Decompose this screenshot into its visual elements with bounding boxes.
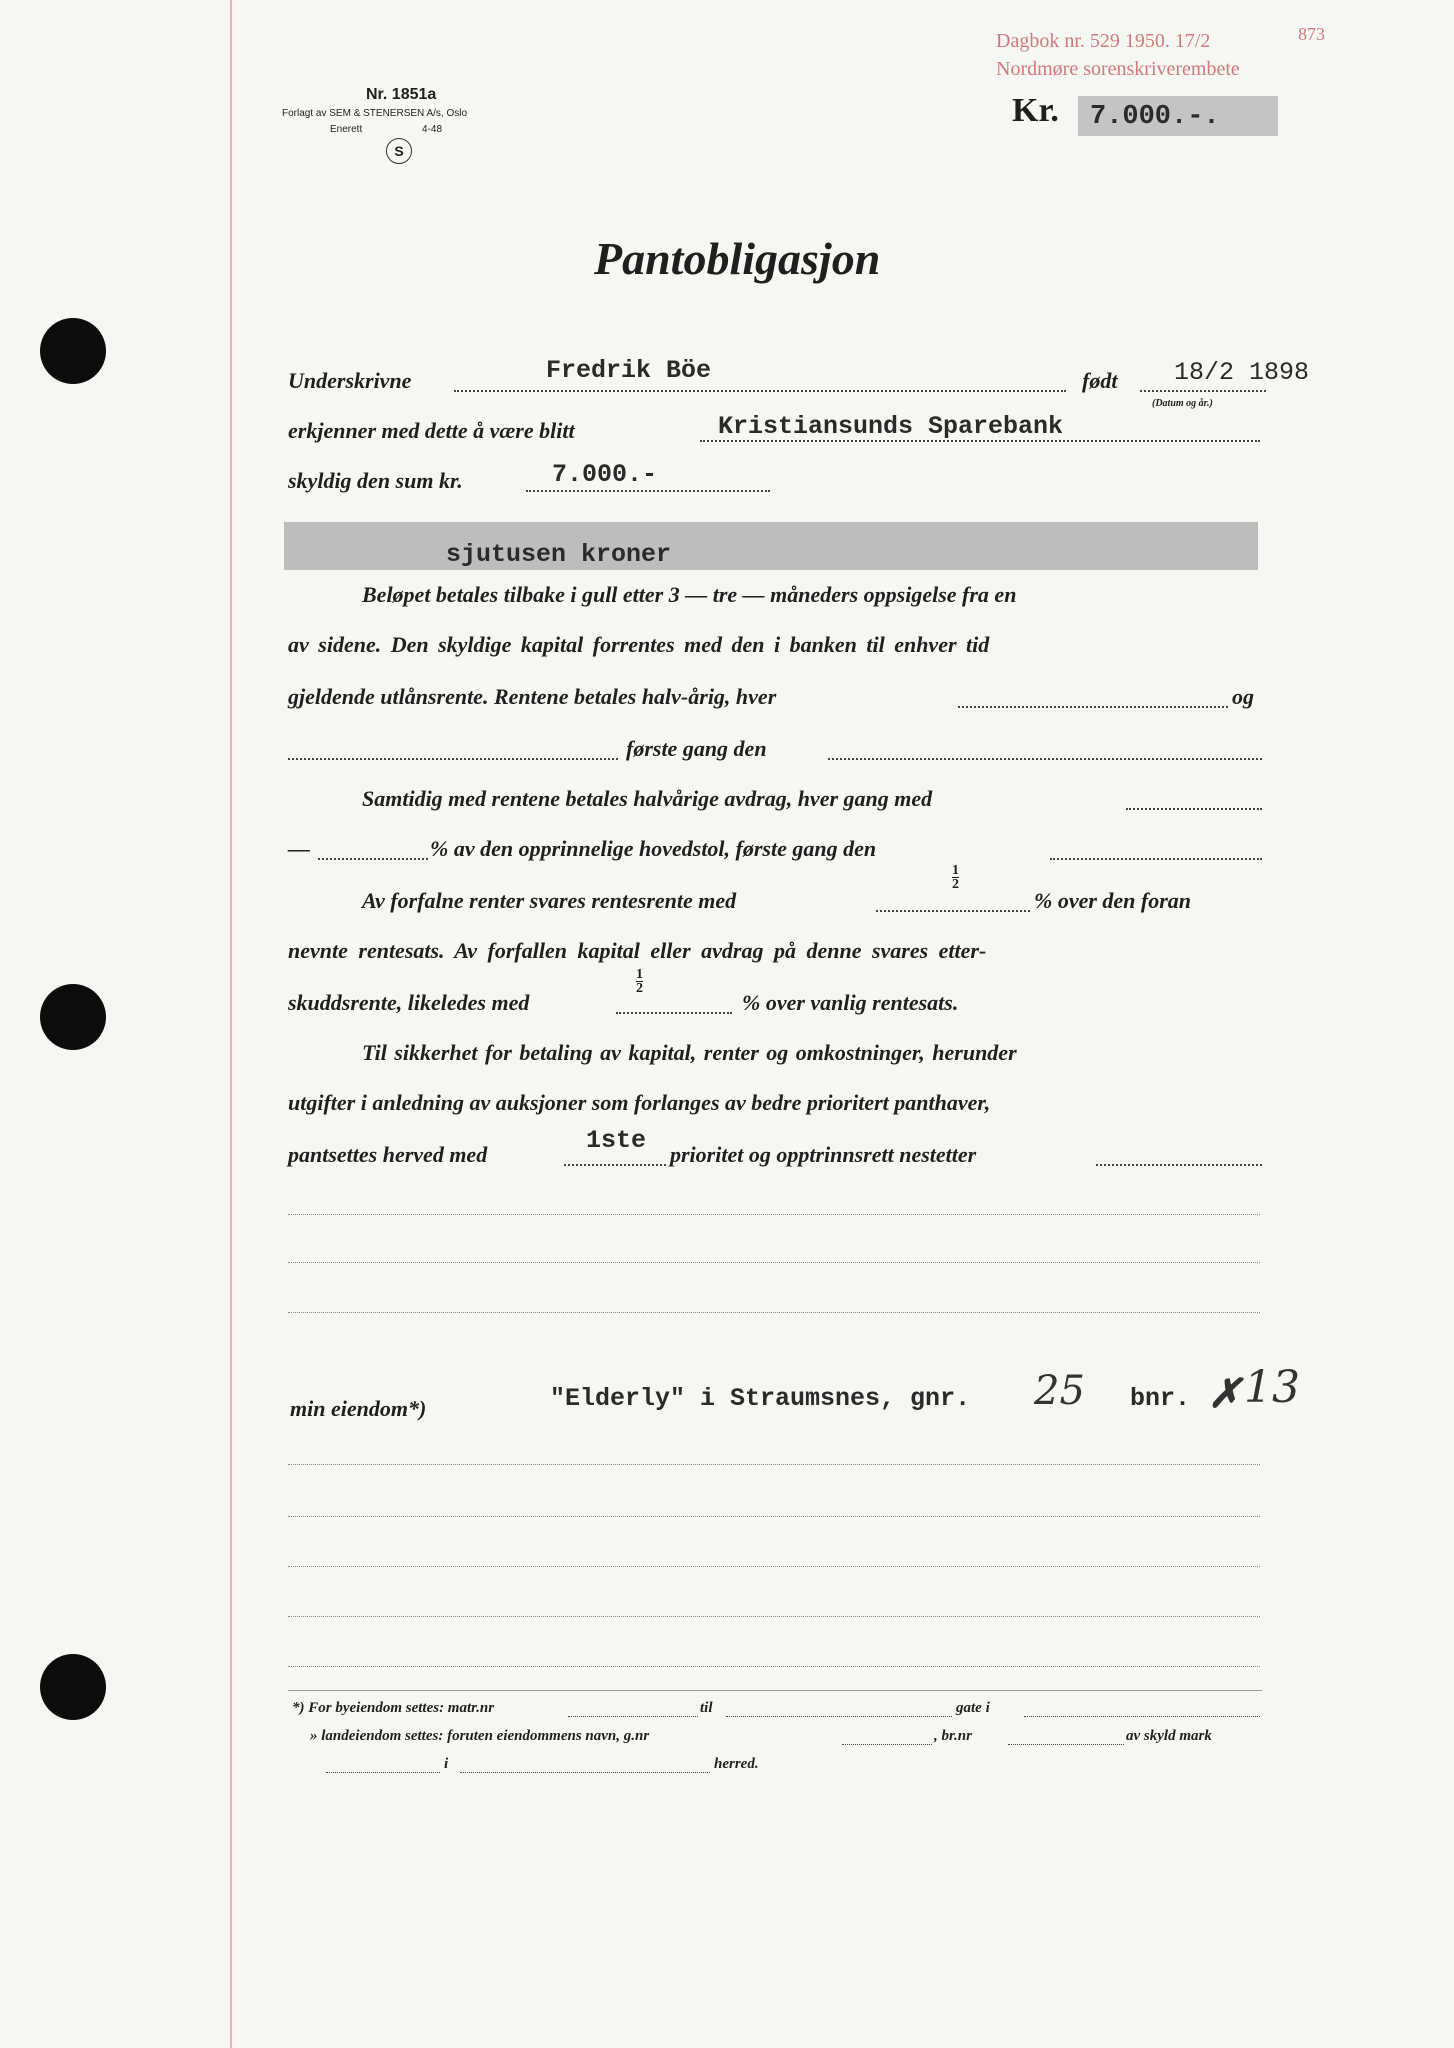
text-line: Til sikkerhet for betaling av kapital, renter og omkostninger, herunder [362, 1040, 1017, 1065]
creditor-value: Kristiansunds Sparebank [718, 412, 1064, 441]
footnote-line: gate i [956, 1700, 990, 1716]
text-line: skuddsrente, likeledes med [288, 990, 530, 1015]
text-line: % av den opprinnelige hovedstol, første gang den [430, 836, 877, 861]
publisher-date: 4-48 [422, 124, 443, 135]
text-line: prioritet og opptrinnsrett nestetter [670, 1142, 977, 1167]
text-line: pantsettes herved med [288, 1142, 488, 1167]
born-label: født [1082, 368, 1118, 393]
priority-value: 1ste [586, 1126, 647, 1155]
text-line: første gang den [626, 736, 767, 761]
punch-hole [40, 1654, 106, 1720]
footnote-line: *) For byeiendom settes: matr.nr [292, 1700, 495, 1716]
undersigned-value: Fredrik Böe [546, 356, 712, 385]
sum-words-band [284, 522, 1258, 570]
property-bnr: 13 [1244, 1362, 1300, 1413]
born-hint: (Datum og år.) [1152, 398, 1213, 409]
publisher-logo-icon: S [386, 138, 412, 164]
amount-value: 7.000.-. [1090, 102, 1220, 132]
property-bnr-label: bnr. [1130, 1384, 1191, 1413]
text-line: gjeldende utlånsrente. Rentene betales halv-årig, hver [288, 684, 777, 709]
sum-value: 7.000.- [552, 460, 658, 489]
document-title: Pantobligasjon [594, 233, 881, 284]
property-value: "Elderly" i Straumsnes, gnr. [550, 1384, 971, 1413]
text-line: Av forfalne renter svares rentesrente med [362, 888, 737, 913]
sum-label: skyldig den sum kr. [288, 468, 463, 493]
punch-hole [40, 984, 106, 1050]
text-line: Samtidig med rentene betales halvårige avdrag, hver gang med [362, 786, 933, 811]
text-line-end: og [1232, 684, 1254, 709]
registration-stamp-line: Dagbok nr. 529 1950. 17/2 [996, 30, 1211, 52]
footnote-line: herred. [714, 1756, 759, 1772]
footnote-line: » landeiendom settes: foruten eiendommens navn, g.nr [310, 1728, 650, 1744]
property-gnr: 25 [1034, 1368, 1085, 1414]
footnote-line: i [444, 1756, 449, 1772]
sum-words: sjutusen kroner [446, 540, 672, 569]
registration-stamp-number: 873 [1298, 24, 1325, 44]
creditor-label: erkjenner med dette å være blitt [288, 418, 575, 443]
punch-hole [40, 318, 106, 384]
undersigned-label: Underskrivne [288, 368, 412, 393]
born-value: 18/2 1898 [1174, 358, 1310, 387]
text-line: Beløpet betales tilbake i gull etter 3 — tre — måneders oppsigelse fra en [362, 582, 1017, 607]
margin-rule [230, 0, 232, 2048]
text-dash: — [288, 836, 310, 861]
form-number: Nr. 1851a [366, 86, 437, 103]
footnote-line: av skyld mark [1126, 1728, 1212, 1744]
text-line: % over vanlig rentesats. [742, 990, 959, 1015]
text-line: av sidene. Den skyldige kapital forrentes med den i banken til enhver tid [288, 632, 990, 657]
text-line: utgifter i anledning av auksjoner som forlanges av bedre prioritert panthaver, [288, 1090, 991, 1115]
bnr-correction-mark: ✗ [1208, 1370, 1242, 1417]
publisher-line: Forlagt av SEM & STENERSEN A/s, Oslo [282, 108, 468, 119]
footnote-line: til [700, 1700, 713, 1716]
registration-stamp-office: Nordmøre sorenskriverembete [996, 58, 1240, 80]
text-line: nevnte rentesats. Av forfallen kapital eller avdrag på denne svares etter- [288, 938, 987, 963]
publisher-enerett: Enerett [330, 124, 363, 135]
text-line: % over den foran [1034, 888, 1192, 913]
fraction-half: $\frac{1}{2}$ [952, 863, 959, 892]
fraction-half: $\frac{1}{2}$ [636, 967, 643, 996]
footnote-line: , br.nr [934, 1728, 972, 1744]
property-label: min eiendom*) [290, 1396, 427, 1421]
amount-label: Kr. [1012, 92, 1059, 129]
